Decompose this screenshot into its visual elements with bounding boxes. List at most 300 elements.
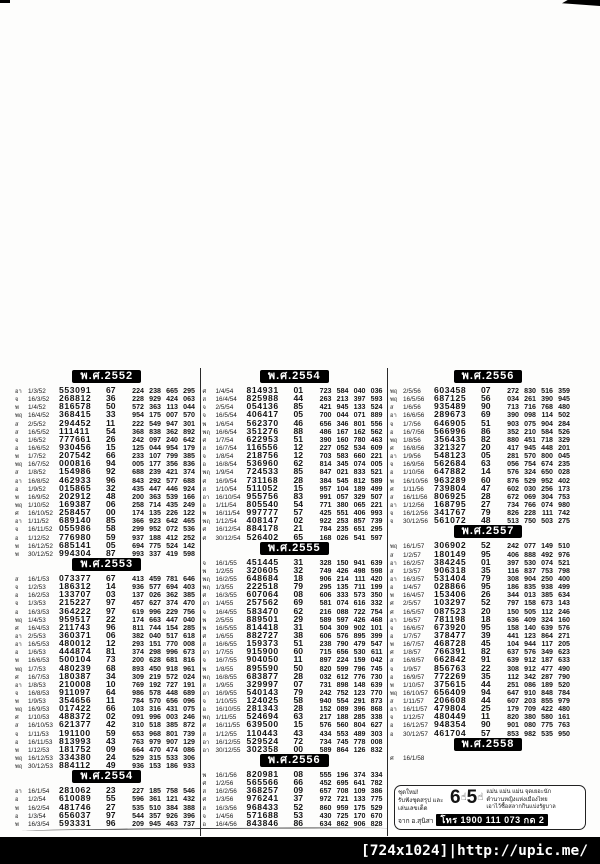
results-column <box>201 368 389 836</box>
two-digit-number: 15 <box>106 441 116 452</box>
three-digit-number: 498 <box>353 566 366 575</box>
three-digit-number: 168 <box>319 533 332 542</box>
day-abbr: ส <box>202 789 207 796</box>
day-abbr: ศ <box>15 625 19 632</box>
draw-date: 1/2/57 <box>403 551 421 559</box>
day-abbr: จ <box>202 813 206 820</box>
day-abbr: ส <box>15 723 19 730</box>
three-digit-number: 714 <box>149 500 161 509</box>
two-digit-number: 20 <box>481 605 491 616</box>
draw-date: 1/7/52 <box>28 453 46 461</box>
first-prize-number: 222518 <box>246 581 279 592</box>
two-digit-number: 24 <box>106 752 116 763</box>
three-digit-number: 504 <box>319 623 332 632</box>
result-row <box>203 557 387 565</box>
three-digit-number: 075 <box>183 705 195 714</box>
two-digit-number: 62 <box>293 458 304 469</box>
day-abbr: พฤ <box>390 437 398 444</box>
three-digit-number: 996 <box>149 713 161 722</box>
result-row <box>203 385 387 393</box>
three-digit-number: 142 <box>183 541 195 550</box>
draw-date: 1/11/52 <box>28 518 49 526</box>
three-digit-number: 238 <box>149 387 161 395</box>
three-digit-number: 912 <box>524 664 536 673</box>
draw-date: 1/9/55 <box>215 681 234 689</box>
draw-date: 1/7/56 <box>403 420 421 428</box>
two-digit-number: 26 <box>481 589 491 600</box>
two-digit-number: 81 <box>106 646 116 657</box>
three-digit-number: 324 <box>541 615 553 624</box>
two-digit-number: 23 <box>106 785 116 796</box>
two-digit-number: 66 <box>293 777 304 788</box>
three-digit-number: 219 <box>149 672 161 681</box>
draw-date: 1/10/53 <box>28 714 50 722</box>
first-prize-number: 289673 <box>434 409 467 420</box>
draw-date: 16/5/55 <box>215 624 237 632</box>
first-prize-number: 133707 <box>59 589 92 600</box>
three-digit-number: 096 <box>183 697 195 706</box>
draw-date: 1/3/56 <box>215 796 234 804</box>
two-digit-number: 12 <box>293 441 304 452</box>
day-abbr: จ <box>390 625 394 632</box>
two-digit-number: 21 <box>293 523 304 534</box>
three-digit-number: 771 <box>319 500 332 509</box>
three-digit-number: 782 <box>370 779 383 788</box>
three-digit-number: 895 <box>353 631 366 640</box>
three-digit-number: 933 <box>183 762 195 771</box>
three-digit-number: 993 <box>370 509 383 518</box>
two-digit-number: 29 <box>293 613 304 624</box>
draw-date: 1/8/54 <box>215 453 234 461</box>
three-digit-number: 112 <box>541 607 553 616</box>
three-digit-number: 175 <box>353 803 366 812</box>
day-abbr: พฤ <box>202 576 210 583</box>
three-digit-number: 674 <box>541 460 553 469</box>
year-header: พ.ศ.2558 <box>454 738 523 751</box>
day-abbr: อ <box>390 674 394 681</box>
draw-date: 16/5/57 <box>403 608 425 616</box>
day-abbr: จ <box>15 690 19 697</box>
day-abbr: จ <box>15 585 19 592</box>
first-prize-number: 268812 <box>59 393 92 404</box>
first-prize-number: 689140 <box>59 515 92 526</box>
three-digit-number: 541 <box>353 533 366 542</box>
image-host-footer <box>0 837 600 864</box>
three-digit-number: 688 <box>183 476 195 485</box>
day-abbr: อา <box>202 690 210 697</box>
draw-date: 16/11/56 <box>403 493 428 501</box>
two-digit-number: 63 <box>481 458 491 469</box>
first-prize-number: 529524 <box>246 735 279 746</box>
three-digit-number: 820 <box>507 713 519 722</box>
two-digit-number: 86 <box>293 817 304 828</box>
three-digit-number: 551 <box>336 509 349 518</box>
three-digit-number: 299 <box>132 525 144 534</box>
first-prize-number: 766391 <box>434 646 467 657</box>
three-digit-number: 936 <box>132 583 144 592</box>
three-digit-number: 199 <box>370 583 383 592</box>
draw-date: 1/3/57 <box>403 567 421 575</box>
three-digit-number: 042 <box>370 656 383 665</box>
three-digit-number: 598 <box>370 566 383 575</box>
draw-date: 16/1/56 <box>215 772 237 780</box>
two-digit-number: 58 <box>293 695 304 706</box>
three-digit-number: 598 <box>183 549 195 558</box>
three-digit-number: 838 <box>149 427 161 436</box>
three-digit-number: 425 <box>319 509 332 518</box>
three-digit-number: 186 <box>507 583 519 592</box>
three-digit-number: 533 <box>166 754 178 763</box>
first-prize-number: 384245 <box>434 556 467 567</box>
three-digit-number: 972 <box>319 795 332 804</box>
three-digit-number: 589 <box>370 476 383 485</box>
three-digit-number: 904 <box>524 574 536 583</box>
draw-date: 1/6/55 <box>215 632 234 640</box>
day-abbr: อา <box>15 642 22 649</box>
three-digit-number: 332 <box>370 599 383 608</box>
three-digit-number: 242 <box>507 542 519 551</box>
three-digit-number: 402 <box>558 476 570 485</box>
first-prize-number: 468728 <box>434 638 467 649</box>
two-digit-number: 90 <box>481 719 491 730</box>
two-digit-number: 55 <box>106 793 116 804</box>
three-digit-number: 584 <box>541 427 553 436</box>
day-abbr: ส <box>390 658 394 665</box>
three-digit-number: 656 <box>336 648 349 657</box>
draw-date: 1/4/52 <box>28 404 46 412</box>
two-digit-number: 90 <box>481 401 491 412</box>
three-digit-number: 576 <box>507 468 519 477</box>
day-abbr: ศ <box>202 478 207 485</box>
three-digit-number: 285 <box>183 623 195 632</box>
day-abbr: อา <box>15 789 22 796</box>
three-digit-number: 032 <box>319 672 332 681</box>
three-digit-number: 409 <box>524 615 536 624</box>
first-prize-number: 202912 <box>59 490 92 501</box>
three-digit-number: 028 <box>558 468 570 477</box>
draw-date: 16/11/53 <box>28 738 53 746</box>
day-abbr: ส <box>202 682 207 689</box>
three-digit-number: 718 <box>541 435 553 444</box>
day-abbr: ศ <box>202 633 207 640</box>
three-digit-number: 191 <box>183 680 195 689</box>
three-digit-number: 030 <box>524 484 536 493</box>
two-digit-number: 31 <box>293 556 304 567</box>
first-prize-number: 215227 <box>59 597 92 608</box>
two-digit-number: 51 <box>293 638 304 649</box>
three-digit-number: 753 <box>541 566 553 575</box>
three-digit-number: 826 <box>507 509 519 518</box>
two-digit-number: 66 <box>106 450 116 461</box>
three-digit-number: 446 <box>166 484 178 493</box>
first-prize-number: 281343 <box>246 703 279 714</box>
three-digit-number: 937 <box>132 533 144 542</box>
three-digit-number: 388 <box>183 803 195 812</box>
first-prize-number: 968433 <box>246 801 279 812</box>
day-abbr: ศ <box>390 601 394 608</box>
two-digit-number: 39 <box>481 629 491 640</box>
three-digit-number: 170 <box>353 811 366 820</box>
day-abbr: พ <box>15 494 19 501</box>
three-digit-number: 362 <box>166 427 178 436</box>
day-abbr: พฤ <box>202 585 210 592</box>
draw-date: 16/9/52 <box>28 493 50 501</box>
day-abbr: จ <box>390 462 394 469</box>
result-row <box>390 540 586 551</box>
three-digit-number: 374 <box>166 599 178 608</box>
two-digit-number: 79 <box>293 581 304 592</box>
three-digit-number: 727 <box>166 680 178 689</box>
three-digit-number: 502 <box>558 411 570 420</box>
banner-right-line2: ตำนานหญิงแห่งเมืองไทย <box>486 796 548 803</box>
three-digit-number: 837 <box>524 566 536 575</box>
draw-date: 16/5/52 <box>28 428 50 436</box>
first-prize-number: 480449 <box>434 711 467 722</box>
three-digit-number: 384 <box>166 803 178 812</box>
three-digit-number: 117 <box>541 640 553 649</box>
two-digit-number: 57 <box>293 507 304 518</box>
two-digit-number: 60 <box>481 474 491 485</box>
three-digit-number: 013 <box>524 591 536 600</box>
three-digit-number: 876 <box>507 476 519 485</box>
three-digit-number: 799 <box>166 452 178 461</box>
two-digit-number: 05 <box>481 450 491 461</box>
three-digit-number: 103 <box>132 705 144 714</box>
day-abbr: พ <box>202 617 207 624</box>
three-digit-number: 109 <box>353 787 366 796</box>
draw-date: 1/11/56 <box>403 485 424 493</box>
first-prize-number: 963289 <box>434 474 467 485</box>
first-prize-number: 911097 <box>59 686 91 697</box>
day-abbr: อ <box>390 429 394 436</box>
draw-date: 16/12/52 <box>28 542 53 550</box>
three-digit-number: 152 <box>319 705 332 714</box>
three-digit-number: 872 <box>183 721 195 730</box>
two-digit-number: 20 <box>481 441 491 452</box>
three-digit-number: 390 <box>507 411 519 420</box>
three-digit-number: 576 <box>319 721 332 730</box>
two-digit-number: 52 <box>481 597 491 608</box>
three-digit-number: 153 <box>149 762 161 771</box>
day-abbr: ศ <box>202 723 207 730</box>
day-abbr: ส <box>202 642 207 649</box>
three-digit-number: 555 <box>319 771 332 780</box>
three-digit-number: 397 <box>507 558 519 567</box>
two-digit-number: 01 <box>481 556 491 567</box>
scan-artifact-top-left <box>0 0 10 3</box>
draw-date: 1/9/54 <box>215 469 234 477</box>
three-digit-number: 328 <box>319 558 332 567</box>
two-digit-number: 12 <box>106 638 116 649</box>
three-digit-number: 952 <box>149 525 161 534</box>
three-digit-number: 007 <box>166 411 178 420</box>
three-digit-number: 074 <box>353 460 366 469</box>
three-digit-number: 545 <box>336 476 349 485</box>
first-prize-number: 015865 <box>59 482 92 493</box>
three-digit-number: 734 <box>507 500 519 509</box>
three-digit-number: 086 <box>524 680 536 689</box>
first-prize-number: 054136 <box>246 401 279 412</box>
three-digit-number: 135 <box>336 583 349 592</box>
three-digit-number: 304 <box>541 492 553 501</box>
three-digit-number: 468 <box>370 615 383 624</box>
three-digit-number: 534 <box>353 443 366 452</box>
three-digit-number: 368 <box>132 427 144 436</box>
draw-date: 16/11/57 <box>403 706 428 714</box>
three-digit-number: 835 <box>524 583 536 592</box>
three-digit-number: 129 <box>183 737 195 746</box>
three-digit-number: 513 <box>507 517 519 526</box>
three-digit-number: 226 <box>166 509 178 518</box>
draw-date: 1/10/56 <box>403 469 425 477</box>
three-digit-number: 162 <box>353 427 366 436</box>
day-abbr: จ <box>15 527 19 534</box>
three-digit-number: 642 <box>166 517 178 526</box>
three-digit-number: 957 <box>319 484 332 493</box>
first-prize-number: 206608 <box>434 695 467 706</box>
three-digit-number: 431 <box>166 705 178 714</box>
three-digit-number: 200 <box>132 656 144 665</box>
three-digit-number: 938 <box>541 583 553 592</box>
three-digit-number: 864 <box>541 631 553 640</box>
first-prize-number: 524694 <box>246 711 279 722</box>
three-digit-number: 926 <box>166 811 178 820</box>
two-digit-number: 43 <box>106 735 116 746</box>
three-digit-number: 390 <box>319 435 332 444</box>
first-prize-number: 218756 <box>246 450 279 461</box>
two-digit-number: 43 <box>293 727 304 738</box>
day-abbr: จ <box>390 666 394 673</box>
three-digit-number: 057 <box>336 492 349 501</box>
three-digit-number: 947 <box>166 419 178 428</box>
first-prize-number: 111411 <box>59 425 90 436</box>
two-digit-number: 53 <box>293 809 304 820</box>
three-digit-number: 753 <box>558 492 570 501</box>
draw-date: 1/7/55 <box>215 649 234 657</box>
day-abbr: อ <box>15 593 19 600</box>
draw-date: 1/6/54 <box>215 420 234 428</box>
results-column <box>13 368 201 836</box>
three-digit-number: 430 <box>319 811 332 820</box>
first-prize-number: 360371 <box>59 629 92 640</box>
three-digit-number: 489 <box>353 729 366 738</box>
draw-date: 16/1/57 <box>403 543 425 551</box>
first-prize-number: 480012 <box>59 638 92 649</box>
first-prize-number: 593331 <box>59 817 92 828</box>
three-digit-number: 770 <box>370 688 383 697</box>
first-prize-number: 882727 <box>246 629 279 640</box>
three-digit-number: 417 <box>507 443 519 452</box>
two-digit-number: 54 <box>293 498 304 509</box>
three-digit-number: 758 <box>166 787 178 796</box>
three-digit-number: 287 <box>541 672 553 681</box>
three-digit-number: 722 <box>353 607 366 616</box>
three-digit-number: 295 <box>183 387 195 395</box>
three-digit-number: 507 <box>370 492 383 501</box>
first-prize-number: 724533 <box>246 466 279 477</box>
two-digit-number: 95 <box>481 548 491 559</box>
two-digit-number: 15 <box>293 482 304 493</box>
two-digit-number: 62 <box>293 605 304 616</box>
draw-date: 1/12/56 <box>403 501 425 509</box>
three-digit-number: 572 <box>132 403 144 412</box>
three-digit-number: 350 <box>370 591 383 600</box>
three-digit-number: 123 <box>524 631 536 640</box>
draw-date: 16/12/53 <box>28 755 53 763</box>
first-prize-number: 017422 <box>59 703 92 714</box>
three-digit-number: 363 <box>149 492 161 501</box>
day-abbr: ส <box>390 568 394 575</box>
three-digit-number: 492 <box>541 550 553 559</box>
day-abbr: พ <box>202 666 207 673</box>
three-digit-number: 346 <box>336 419 349 428</box>
lottery-results-table <box>13 368 587 836</box>
day-abbr: จ <box>202 609 206 616</box>
three-digit-number: 154 <box>166 623 178 632</box>
two-digit-number: 66 <box>106 703 116 714</box>
three-digit-number: 606 <box>319 631 332 640</box>
three-digit-number: 562 <box>370 427 383 436</box>
three-digit-number: 657 <box>319 787 332 796</box>
day-abbr: อ <box>390 470 394 477</box>
three-digit-number: 980 <box>558 500 570 509</box>
three-digit-number: 301 <box>183 419 195 428</box>
three-digit-number: 650 <box>541 468 553 477</box>
three-digit-number: 452 <box>319 779 332 788</box>
draw-date: 1/8/53 <box>28 681 46 689</box>
three-digit-number: 221 <box>370 452 383 461</box>
three-digit-number: 888 <box>524 550 536 559</box>
three-digit-number: 505 <box>524 607 536 616</box>
results-column <box>388 368 587 836</box>
three-digit-number: 126 <box>353 745 366 754</box>
three-digit-number: 450 <box>149 664 161 673</box>
two-digit-number: 09 <box>293 785 304 796</box>
first-prize-number: 116556 <box>246 441 279 452</box>
three-digit-number: 116 <box>507 566 519 575</box>
three-digit-number: 380 <box>336 500 349 509</box>
draw-date: 16/12/57 <box>403 722 428 730</box>
draw-date: 16/10/52 <box>28 510 53 518</box>
three-digit-number: 480 <box>558 705 570 714</box>
first-prize-number: 646905 <box>434 417 467 428</box>
pointing-hand-icon: ☝ <box>477 791 484 803</box>
first-prize-number: 294452 <box>59 417 92 428</box>
three-digit-number: 399 <box>370 631 383 640</box>
three-digit-number: 778 <box>353 737 366 746</box>
day-abbr: พฤ <box>15 666 23 673</box>
day-abbr: ศ <box>15 715 19 722</box>
two-digit-number: 44 <box>293 393 304 404</box>
three-digit-number: 086 <box>183 745 195 754</box>
first-prize-number: 813993 <box>59 735 92 746</box>
two-digit-number: 82 <box>481 433 491 444</box>
three-digit-number: 189 <box>353 484 366 493</box>
three-digit-number: 979 <box>558 697 570 706</box>
three-digit-number: 836 <box>183 460 195 469</box>
three-digit-number: 820 <box>319 664 332 673</box>
first-prize-number: 191100 <box>59 727 91 738</box>
three-digit-number: 420 <box>370 574 383 583</box>
three-digit-number: 524 <box>166 541 178 550</box>
draw-date: 1/6/53 <box>28 649 46 657</box>
three-digit-number: 589 <box>319 615 332 624</box>
day-abbr: อ <box>15 445 19 452</box>
three-digit-number: 221 <box>370 500 383 509</box>
draw-date: 1/10/55 <box>215 698 237 706</box>
draw-date: 16/3/54 <box>28 820 50 828</box>
three-digit-number: 137 <box>132 591 144 600</box>
